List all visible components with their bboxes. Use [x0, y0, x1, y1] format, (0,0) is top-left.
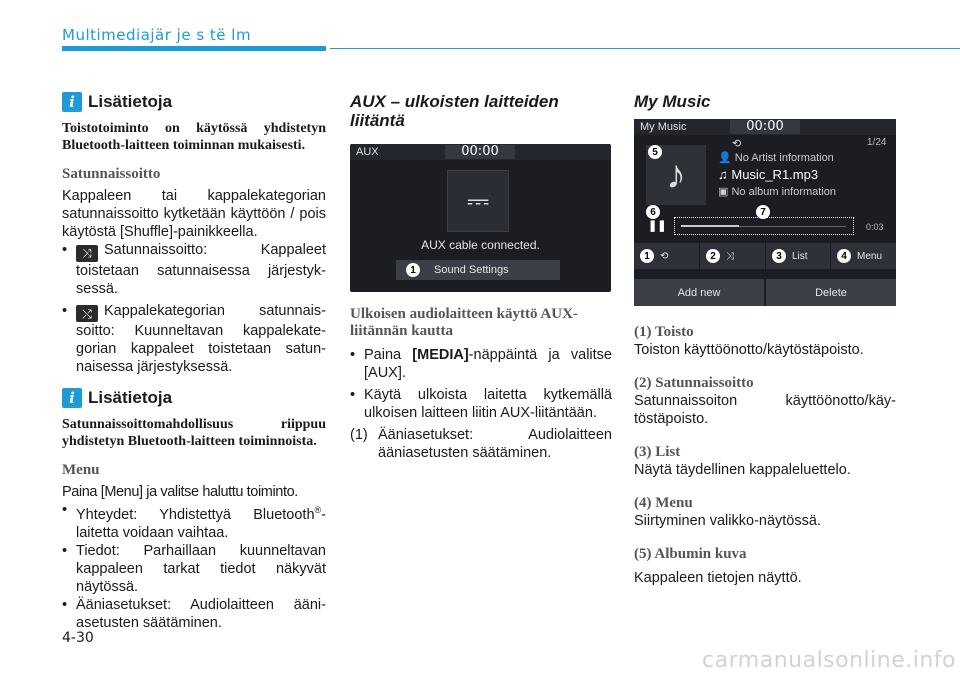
item-text: Toiston käyttöönotto/käytöstäpoisto.	[634, 342, 864, 358]
item-text: Kappaleen tietojen näyttö.	[634, 570, 802, 586]
list-item-text: Satunnaissoitto: Kappaleet toistetaan satunnaisessa järjestyksessä.	[76, 242, 326, 297]
repeat-icon: ⟲	[732, 138, 742, 150]
list-item: • Käytä ulkoista laitetta kytkemällä ulkoisen laitteen liitin AUX-liitäntään.	[350, 387, 612, 421]
shuffle-icon: ⤨	[76, 245, 98, 262]
callout-number: 4	[837, 249, 851, 263]
button-label: Sound Settings	[434, 264, 509, 276]
aux-section-title: AUX – ulkoisten laitteiden liitäntä	[350, 92, 559, 130]
mm-screen-label: My Music	[640, 121, 687, 133]
list-item: • ⤨ Satunnaissoitto: Kappaleet toistetaan satunnaisessa järjestyksessä.	[62, 242, 326, 297]
chapter-title: Multimediajär je s tё lm	[62, 26, 252, 44]
button-label: Add new	[677, 286, 721, 299]
shuffle-text: Kappaleen tai kappalekategorian satunnaissoitto kytketään käyttöön / pois käytöstä [Shuffle]-painikkeella.	[62, 188, 326, 240]
category-shuffle-icon: ⤭	[76, 305, 98, 322]
callout-number: 6	[646, 205, 660, 219]
item-text: Siirtyminen valikko-näytössä.	[634, 513, 821, 529]
info-icon: i	[62, 92, 82, 112]
album-info: ▣ No album information	[718, 186, 837, 198]
aux-message: AUX cable connected.	[421, 238, 540, 252]
progress-fill	[681, 225, 739, 227]
button-label: Menu	[857, 250, 883, 262]
aux-sub-heading: Ulkoisen audiolaitteen käyttö AUX-liitännän kautta	[350, 306, 578, 339]
play-time: 0:03	[866, 222, 884, 232]
list-item: • Paina [MEDIA]-näppäintä ja valitse [AUX].	[350, 347, 612, 381]
column-3	[634, 92, 896, 587]
album-art[interactable]: ♪	[646, 145, 706, 205]
pause-icon[interactable]: ❚❚	[648, 220, 667, 232]
aux-plug-icon: ⎓	[447, 170, 509, 232]
header-accent-bar	[62, 46, 326, 51]
button-label: Delete	[815, 286, 847, 299]
column-2	[350, 92, 612, 462]
callout-number: 2	[706, 249, 720, 263]
callout-number: 1	[640, 249, 654, 263]
menu-text: Paina [Menu] ja valitse haluttu toiminto.	[62, 484, 298, 500]
my-music-screen	[634, 119, 896, 306]
delete-button[interactable]	[766, 279, 896, 306]
info-title: Lisätietoja	[88, 388, 173, 407]
track-count: 1/24	[867, 137, 887, 148]
shuffle-button[interactable]	[700, 243, 766, 269]
info-icon: i	[62, 388, 82, 408]
item-heading: (3) List	[634, 444, 681, 460]
info-box-2	[62, 388, 326, 408]
list-item: • Ääniasetukset: Audiolaitteen ääniasetusten säätäminen.	[62, 596, 326, 631]
item-text: Satunnaissoiton käyttöönotto/käytöstäpoisto.	[634, 393, 896, 427]
info-title: Lisätietoja	[88, 92, 173, 111]
track-title: ♫ Music_R1.mp3	[718, 167, 819, 182]
item-heading: (1) Toisto	[634, 324, 694, 340]
callout-number: 7	[756, 205, 770, 219]
callout-number: 3	[772, 249, 786, 263]
callout-number: 5	[648, 145, 662, 159]
add-new-button[interactable]	[634, 279, 764, 306]
aux-screen	[350, 144, 611, 292]
page-number: 4-30	[62, 630, 94, 646]
shuffle-icon: ⤨	[726, 250, 734, 262]
button-label: List	[792, 250, 808, 262]
my-music-title: My Music	[634, 92, 711, 111]
info-text: Toistotoiminto on käytössä yhdistetyn Bluetooth-laitteen toiminnan mukaisesti.	[62, 121, 326, 153]
menu-button[interactable]	[831, 243, 896, 269]
repeat-icon: ⟲	[660, 250, 669, 262]
header-divider	[330, 48, 960, 49]
info-text: Satunnaissoittomahdollisuus riippuu yhdistetyn Bluetooth-laitteen toiminnoista.	[62, 417, 326, 449]
callout-number: 1	[406, 263, 420, 277]
list-item-text: Kappalekategorian satunnaissoitto: Kuunneltavan kappalekategorian kappaleet toistetaan satunnaisessa järjestyksessä.	[76, 302, 326, 375]
list-item: • Yhteydet: Yhdistettyä Bluetooth®-laitetta voidaan vaihtaa.	[62, 502, 326, 541]
repeat-button[interactable]	[634, 243, 700, 269]
aux-clock: 00:00	[445, 145, 515, 159]
info-box-1	[62, 92, 326, 112]
menu-heading: Menu	[62, 462, 100, 478]
progress-slider[interactable]	[674, 217, 854, 235]
aux-screen-label: AUX	[356, 146, 379, 158]
numbered-item: (1) Ääniasetukset: Audiolaitteen ääniasetusten säätäminen.	[350, 427, 612, 461]
list-item: • Tiedot: Parhaillaan kuunneltavan kappaleen tarkat tiedot näkyvät näytössä.	[62, 542, 326, 595]
sound-settings-button[interactable]	[396, 260, 560, 280]
watermark: carmanualsonline.info	[702, 648, 956, 673]
item-heading: (2) Satunnaissoitto	[634, 375, 754, 391]
column-1	[62, 92, 326, 632]
artist-info: 👤 No Artist information	[718, 152, 834, 164]
item-text: Näytä täydellinen kappaleluettelo.	[634, 462, 851, 478]
list-button[interactable]	[766, 243, 831, 269]
item-heading: (4) Menu	[634, 495, 693, 511]
list-item: • ⤭ Kappalekategorian satunnaissoitto: Kuunneltavan kappalekategorian kappaleet toistetaan satunnaisessa järjestyksessä.	[62, 302, 326, 375]
mm-clock: 00:00	[730, 120, 800, 134]
item-heading: (5) Albumin kuva	[634, 546, 747, 562]
shuffle-heading: Satunnaissoitto	[62, 166, 161, 182]
